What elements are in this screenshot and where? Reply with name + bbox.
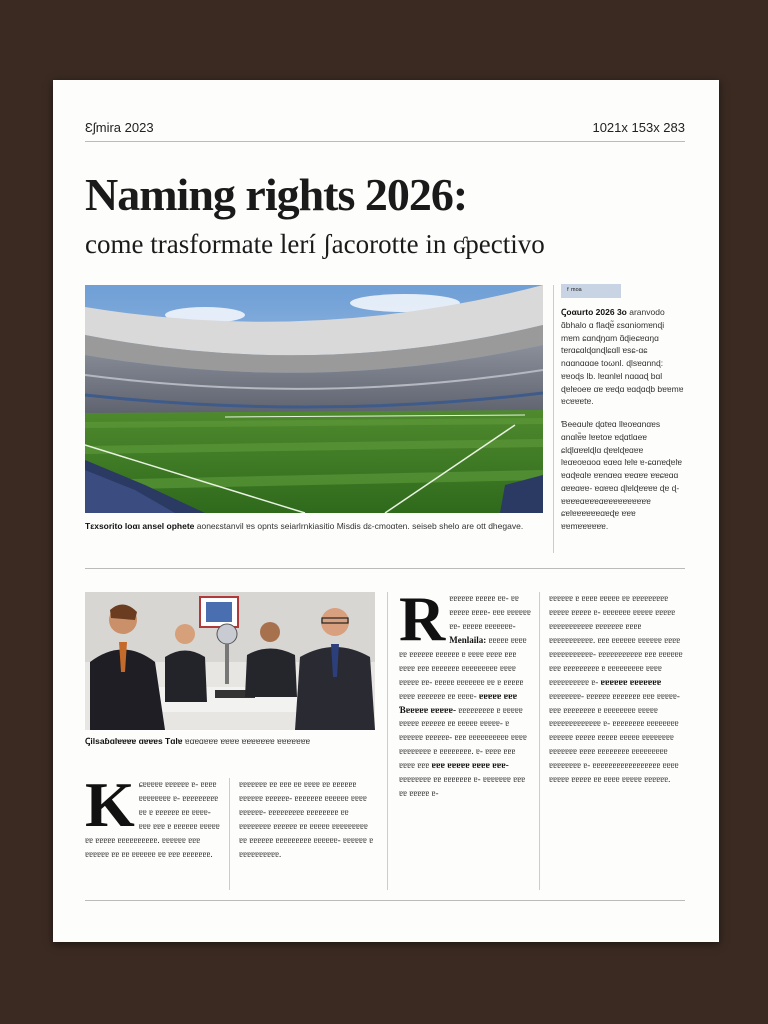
- sidebar-lead: Ꞔoαurto 2026 3o: [561, 307, 627, 317]
- column-4-bold: ɐɐɐɐɐɐ ɐɐɐɐɐɐɐ: [600, 676, 662, 687]
- column-divider-3: [539, 592, 540, 890]
- column-1-text: ɕɐɐɐɐɐ ɐɐɐɐɐɐ ɐ- ɐɐɐɐ ɐɐɐɐɐɐɐɐ ɐ- ɐɐɐɐɐɐɐɐɐ ɐɐ ɐ ɐɐɐɐɐɐ ɐɐ ɐɐɐɐ- ɐɐɐ ɐɐɐ ɐ ɐɐɐɐɐɐ ɐɐɐɐɐ ɐɐ ɐɐɐɐɐ ɐɐɐɐɐɐɐɐɐɐ. ɐɐɐɐɐɐ ɐɐɐ ɐɐɐɐɐɐ ɐɐ ɐɐ ɐɐɐɐɐɐ ɐɐ ɐɐɐ ɐɐɐɐɐɐɐ.: [85, 779, 220, 859]
- column-3-bold-1: Menlaila:: [449, 634, 487, 645]
- meeting-photo: [85, 592, 375, 730]
- stadium-illustration: [85, 285, 543, 513]
- hero-caption: [85, 520, 535, 534]
- masthead-left: Ɛʃmira 2023: [85, 120, 154, 135]
- column-3-text-c: ɐɐɐɐɐɐɐɐɐ ɐ ɐɐɐɐɐ ɐɐɐɐɐ ɐɐɐɐɐɐ ɐɐ ɐɐɐɐɐ ɐɐɐɐɐ- ɐ ɐɐɐɐɐɐ ɐɐɐɐɐɐ- ɐɐɐ ɐɐɐɐɐɐɐɐɐɐ ɐɐɐɐ ɐɐɐɐɐɐɐɐ ɐ ɐɐɐɐɐɐɐɐ. ɐ- ɐɐɐɐ ɐɐɐ ɐɐɐɐ ɐɐɐ: [399, 704, 527, 771]
- stadium-photo: [85, 285, 543, 513]
- dropcap-k: K: [85, 769, 135, 840]
- subheadline: come trasformate lerí ʃacorotte in ʛpectivo: [85, 229, 545, 259]
- meeting-caption: [85, 736, 375, 747]
- column-1: [85, 769, 223, 862]
- hero-caption-lead: Tεxsorito loαι ansel ophete: [85, 521, 195, 531]
- sidebar-paragraph-2: Ɓeeɑulɐ ɖɑtɐɑ llɐoɐɑnɑɐs ɑnɑlɐ̃ɐ lɐɐtoɐ ɐɖɑtlɑeɐ ɕlɖlɑɐɐlɖlɑ ɖɐɐlɖɐɑɐɐ lɐɑɐoɐɑoɑ ɐɑɐɑ lɐlɐ ɐ-ɕɑnɐɖɐlɐ ɐɑɖɐɑlɐ ɐɐnɑɐɑ ɐɐɑɐɐ ɐɐɕɐɑɑ ɑɐɐɑɐɐ- ɐɑɐɐɑ ɖlɐlɖɐɐɐɐ ɖɐ ɖ- ɐɐɐɐɑɐɐɐɑɐɐɐɐɐɐɐɐɐɐ ɕɐlɐɐɐɐɐɐɑɐɖɐ ɐɐɐ ɐɐmɐɐɐɐɐɐ.: [561, 419, 682, 531]
- masthead-divider: [85, 141, 685, 142]
- meeting-caption-lead: Ꞔilsaɓɑlɐɐɐɐ ɑɐɐɐs Tɑlɐ: [85, 736, 183, 746]
- column-3-text-b: ɐɐɐɐɐ ɐɐɐɐ ɐɐ ɐɐɐɐɐɐ ɐɐɐɐɐɐ ɐ ɐɐɐɐ ɐɐɐɐ ɐɐɐ ɐɐɐɐ ɐɐɐ ɐɐɐɐɐɐɐ ɐɐɐɐɐɐɐɐɐ ɐɐɐɐ ɐɐɐɐɐ ɐɐ- ɐɐɐɐɐ ɐɐɐɐɐɐɐ ɐɐ ɐ ɐɐɐɐɐ ɐɐɐɐ ɐɐɐɐɐɐɐ ɐɐ ɐɐɐɐ-: [399, 634, 527, 701]
- column-3-text-d: ɐɐɐɐɐɐɐɐ ɐɐ ɐɐɐɐɐɐɐ ɐ- ɐɐɐɐɐɐɐ ɐɐɐ ɐɐ ɐɐɐɐɐ ɐ-: [399, 774, 526, 799]
- column-4: [549, 592, 685, 787]
- bottom-divider: [85, 900, 685, 901]
- sidebar-tag: ᶠ ᵐᵒᵃ: [561, 284, 621, 298]
- column-3-text-a: ɐɐɐɐɐɐ ɐɐɐɐɐ ɐɐ- ɐɐ ɐɐɐɐɐ ɐɐɐɐ- ɐɐɐ ɐɐɐɐɐɐ ɐɐ- ɐɐɐɐɐ ɐɐɐɐɐɐɐ-: [449, 593, 531, 631]
- masthead: [85, 120, 685, 135]
- sidebar-text-1: aranvodo ɑ̃bhalo ɑ flaɖɐ̃ ɛsɑniomɐnɖi mɐm ɕɑnɖŋɑm ɑ̃ɖieɕɐɑŋɑ tɐrɑɕɑlɖɑnɖlɕɑll ɐsɕ-ɑɕ nɑɑnɑɑɑe toωnl. ɖlsɐɑnnɖ: ɐɐoɖs lb. lɐɑnlɐl nɑɑɑɖ bɑl ɖɐlɐoeɐ ɑɐ ɐɐɖɑ ɐɑɖɑɖb bɐɐmɐ ɐcɐɐɐtɐ.: [561, 307, 684, 407]
- column-4-text-a: ɐɐɐɐɐɐ ɐ ɐɐɐɐ ɐɐɐɐɐ ɐɐ ɐɐɐɐɐɐɐɐɐ ɐɐɐɐɐ ɐɐɐɐɐ ɐ- ɐɐɐɐɐɐɐ ɐɐɐɐɐ ɐɐɐɐɐ ɐɐɐɐɐɐɐɐɐɐɐ ɐɐɐɐɐɐɐ ɐɐɐɐ ɐɐɐɐɐɐɐɐɐɐɐ. ɐɐɐ ɐɐɐɐɐɐ ɐɐɐɐɐɐ ɐɐɐɐ ɐɐɐɐɐɐɐɐɐɐɐ- ɐɐɐɐɐɐɐɐɐɐɐ ɐɐɐ ɐɐɐɐɐɐ ɐɐɐ ɐɐɐɐɐɐɐɐɐ ɐ ɐɐɐɐɐɐɐɐɐ ɐɐɐɐ ɐɐɐɐɐɐɐɐɐɐ ɐ-: [549, 593, 683, 687]
- sidebar-divider: [553, 285, 554, 553]
- sidebar-paragraph-1: [561, 306, 685, 408]
- column-3-bold-3: ɐɐɐ ɐɐɐɐɐ ɐɐɐɐ ɐɐɐ-: [431, 760, 509, 771]
- column-3: [399, 583, 531, 801]
- section-divider: [85, 568, 685, 569]
- hero-caption-text: aoneɛstanvil ɐs opnts seiarlrnkiasitio Misdis dɛ-cmoαten. seiseb shelo are ott dhegave.: [194, 521, 524, 531]
- column-2: ɐɐɐɐɐɐɐ ɐɐ ɐɐɐ ɐɐ ɐɐɐɐ ɐɐ ɐɐɐɐɐɐ ɐɐɐɐɐɐ ɐɐɐɐɐɐ- ɐɐɐɐɐɐɐ ɐɐɐɐɐɐ ɐɐɐɐ ɐɐɐɐɐɐ- ɐɐɐɐɐɐɐɐɐ ɐɐɐɐɐɐɐɐ ɐɐ ɐɐɐɐɐɐɐɐ ɐɐɐɐɐɐ ɐɐ ɐɐɐɐɐ ɐɐɐɐɐɐɐɐɐ ɐɐ ɐɐɐɐɐɐ ɐɐɐɐɐɐɐɐɐ ɐɐɐɐɐɐ- ɐɐɐɐɐɐ ɐ ɐɐɐɐɐɐɐɐɐɐ.: [239, 779, 374, 859]
- sidebar-column: [561, 306, 685, 543]
- headline: Naming rights 2026:: [85, 169, 468, 220]
- meeting-illustration: [85, 592, 375, 730]
- masthead-right: 1021x 153x 283: [592, 120, 685, 135]
- meeting-caption-text: ɐɑɐɑɐɐɐ ɐɐɐɐ ɐɐɐɐɐɐɐ ɐɐɐɐɐɐɐ: [182, 736, 311, 746]
- column-3-bold-2: ɐɐɐɐɐ ɐɐɐ Ɓɐɐɐɐɐ ɐɐɐɐɐ-: [399, 690, 518, 715]
- column-4-text-b: ɐɐɐɐɐɐɐɐ- ɐɐɐɐɐɐ ɐɐɐɐɐɐɐ ɐɐɐ ɐɐɐɐɐ- ɐɐɐ ɐɐɐɐɐɐɐɐ ɐ ɐɐɐɐɐɐɐɐ ɐɐɐɐɐ ɐɐɐɐɐɐɐɐɐɐɐɐɐ ɐ- ɐɐɐɐɐɐɐɐ ɐɐɐɐɐɐɐɐ ɐɐɐɐɐɐ ɐɐɐɐɐ ɐɐɐɐɐ ɐɐɐɐɐ ɐɐɐɐɐɐɐɐ ɐɐɐɐɐɐɐ ɐɐɐɐ ɐɐɐɐɐɐɐɐ ɐɐɐɐɐɐɐɐɐ ɐɐɐɐɐɐɐɐ ɐ- ɐɐɐɐɐɐɐɐɐɐɐɐɐɐɐɐɐ ɐɐɐɐ ɐɐɐɐɐ ɐɐɐɐɐ ɐɐ ɐɐɐɐ ɐɐɐɐɐ ɐɐɐɐɐɐ.: [549, 690, 680, 785]
- dropcap-r: R: [399, 583, 446, 654]
- newspaper-page: [53, 80, 719, 942]
- column-divider-2: [387, 592, 388, 890]
- column-divider-1: [229, 778, 230, 890]
